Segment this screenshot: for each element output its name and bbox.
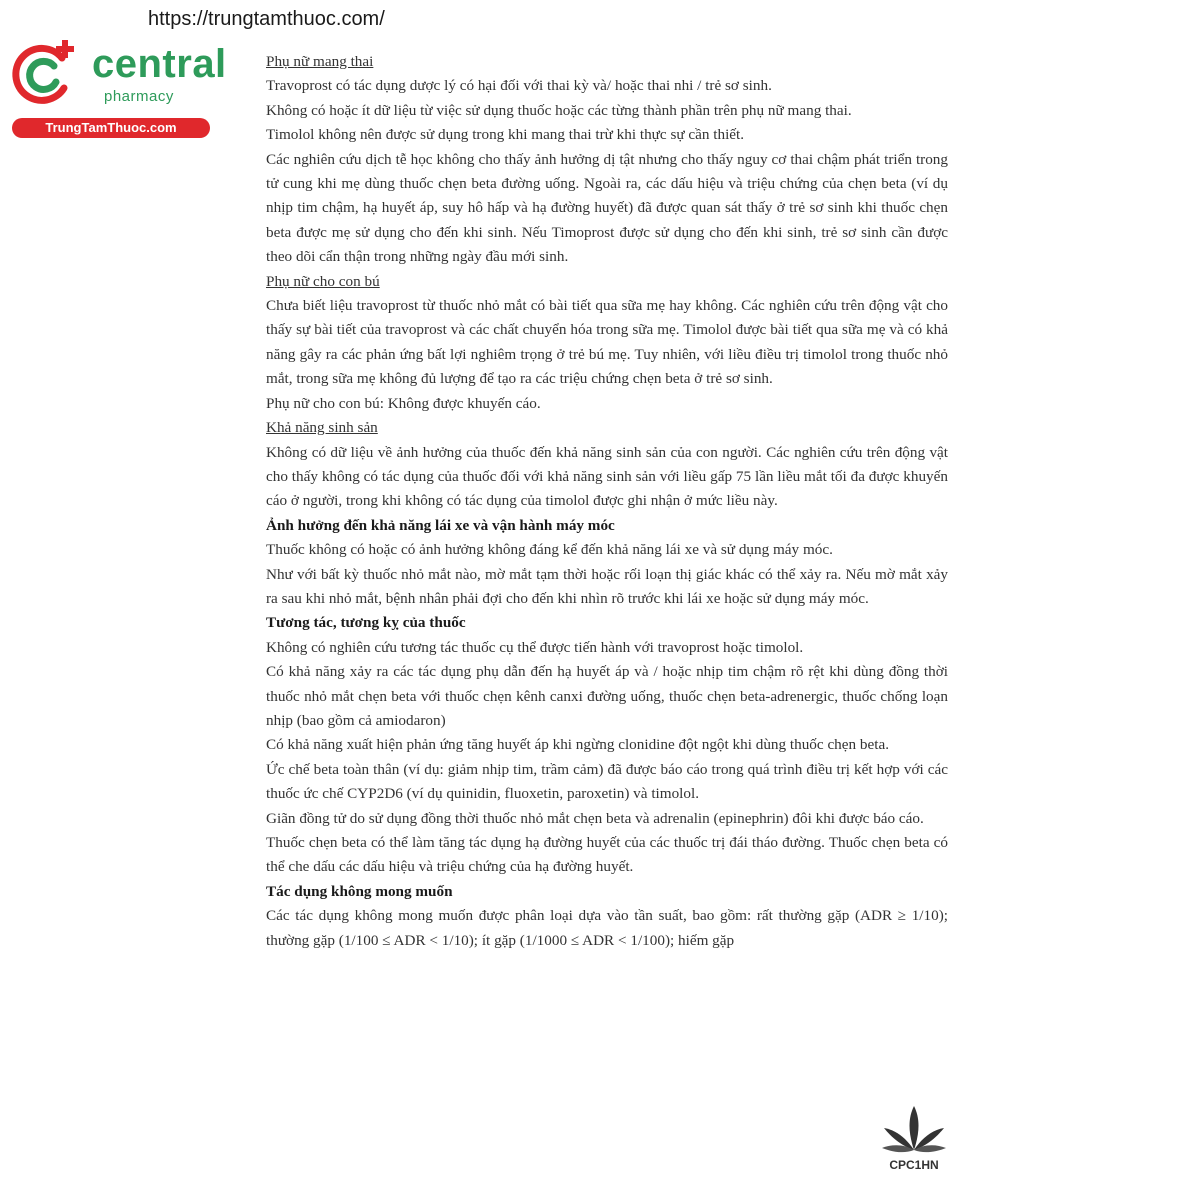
central-pharmacy-logo — [10, 38, 227, 138]
pharmacy-cross-icon — [10, 38, 82, 110]
paragraph: Như với bất kỳ thuốc nhỏ mắt nào, mờ mắt tạm thời hoặc rối loạn thị giác khác có thể xảy ra. Nếu mờ mắt xảy ra sau khi nhỏ mắt, bệnh nhân phải đợi cho đến khi nhìn rõ trước khi lái xe hoặc sử dụng máy móc. — [266, 565, 948, 607]
paragraph: Không có dữ liệu về ảnh hưởng của thuốc đến khả năng sinh sản của con người. Các nghiên cứu trên động vật cho thấy không có tác dụng của thuốc đối với khả năng sinh sản với liều gấp 75 lần liều mắt tối đa được khuyến cáo ở người, trong khi không có tác dụng của timolol được ghi nhận ở mức liều này. — [266, 443, 948, 510]
logo-name: central — [92, 42, 227, 86]
paragraph: Timolol không nên được sử dụng trong khi mang thai trừ khi thực sự cần thiết. — [266, 126, 745, 144]
cpc1hn-logo — [878, 1104, 950, 1184]
section-heading: Phụ nữ mang thai — [266, 53, 374, 70]
paragraph: Thuốc không có hoặc có ảnh hưởng không đáng kể đến khả năng lái xe và sử dụng máy móc. — [266, 541, 833, 559]
paragraph: Có khả năng xảy ra các tác dụng phụ dẫn đến hạ huyết áp và / hoặc nhịp tim chậm rõ rệt khi dùng đồng thời thuốc nhỏ mắt chẹn beta với thuốc chẹn kênh canxi đường uống, thuốc chẹn beta-adrenergic, thuốc chống loạn nhịp (bao gồm cả amiodaron) — [266, 663, 948, 729]
paragraph: Có khả năng xuất hiện phản ứng tăng huyết áp khi ngừng clonidine đột ngột khi dùng thuốc chẹn beta. — [266, 736, 889, 754]
cpc1hn-label: CPC1HN — [889, 1158, 939, 1172]
paragraph: Travoprost có tác dụng dược lý có hại đối với thai kỳ và/ hoặc thai nhi / trẻ sơ sinh. — [266, 77, 772, 95]
paragraph: Không có hoặc ít dữ liệu từ việc sử dụng thuốc hoặc các từng thành phần trên phụ nữ mang thai. — [266, 101, 852, 119]
section-heading: Tương tác, tương kỵ của thuốc — [266, 614, 466, 632]
document-body — [266, 50, 948, 953]
paragraph: Thuốc chẹn beta có thể làm tăng tác dụng hạ đường huyết của các thuốc trị đái tháo đường. Thuốc chẹn beta có thể che dấu các dấu hiệu và triệu chứng của hạ đường huyết. — [266, 834, 948, 876]
source-url: https://trungtamthuoc.com/ — [148, 8, 385, 30]
logo-subtitle: pharmacy — [104, 88, 174, 105]
paragraph: Ức chế beta toàn thân (ví dụ: giảm nhịp tim, trầm cảm) đã được báo cáo trong quá trình điều trị kết hợp với các thuốc ức chế CYP2D6 (ví dụ quinidin, fluoxetin, paroxetin) và timolol. — [266, 760, 948, 803]
paragraph: Giãn đồng tử do sử dụng đồng thời thuốc nhỏ mắt chẹn beta và adrenalin (epinephrin) đôi khi được báo cáo. — [266, 809, 924, 827]
section-heading: Ảnh hưởng đến khả năng lái xe và vận hành máy móc — [266, 516, 615, 534]
paragraph: Các tác dụng không mong muốn được phân loại dựa vào tần suất, bao gồm: rất thường gặp (ADR ≥ 1/10); thường gặp (1/100 ≤ ADR < 1/10); ít gặp (1/1000 ≤ ADR < 1/100); hiếm gặp — [266, 907, 948, 949]
paragraph: Các nghiên cứu dịch tễ học không cho thấy ảnh hưởng dị tật nhưng cho thấy nguy cơ thai chậm phát triển trong tử cung khi mẹ dùng thuốc chẹn beta đường uống. Ngoài ra, các dấu hiệu và triệu chứng của chẹn beta (ví dụ nhịp tim chậm, hạ huyết áp, suy hô hấp và hạ đường huyết) đã được quan sát thấy ở trẻ sơ sinh khi thuốc chẹn beta được mẹ sử dụng cho đến khi sinh. Nếu Timoprost được sử dụng cho đến khi sinh, trẻ sơ sinh cần được theo dõi cẩn thận trong những ngày đầu mới sinh. — [266, 150, 948, 266]
logo-site-banner: TrungTamThuoc.com — [12, 118, 210, 138]
paragraph: Chưa biết liệu travoprost từ thuốc nhỏ mắt có bài tiết qua sữa mẹ hay không. Các nghiên cứu trên động vật cho thấy sự bài tiết của travoprost và các chất chuyển hóa trong sữa mẹ. Timolol được bài tiết qua sữa mẹ và có khả năng gây ra các phản ứng bất lợi nghiêm trọng ở trẻ bú mẹ. Tuy nhiên, với liều điều trị timolol trong thuốc nhỏ mắt, trong sữa mẹ không đủ lượng để tạo ra các triệu chứng chẹn beta ở trẻ sơ sinh. — [266, 297, 948, 388]
section-heading: Khả năng sinh sản — [266, 419, 378, 437]
lotus-icon — [878, 1104, 950, 1160]
section-heading: Phụ nữ cho con bú — [266, 272, 380, 290]
paragraph: Không có nghiên cứu tương tác thuốc cụ thể được tiến hành với travoprost hoặc timolol. — [266, 638, 804, 656]
paragraph: Phụ nữ cho con bú: Không được khuyến cáo. — [266, 394, 541, 412]
section-heading: Tác dụng không mong muốn — [266, 882, 453, 900]
